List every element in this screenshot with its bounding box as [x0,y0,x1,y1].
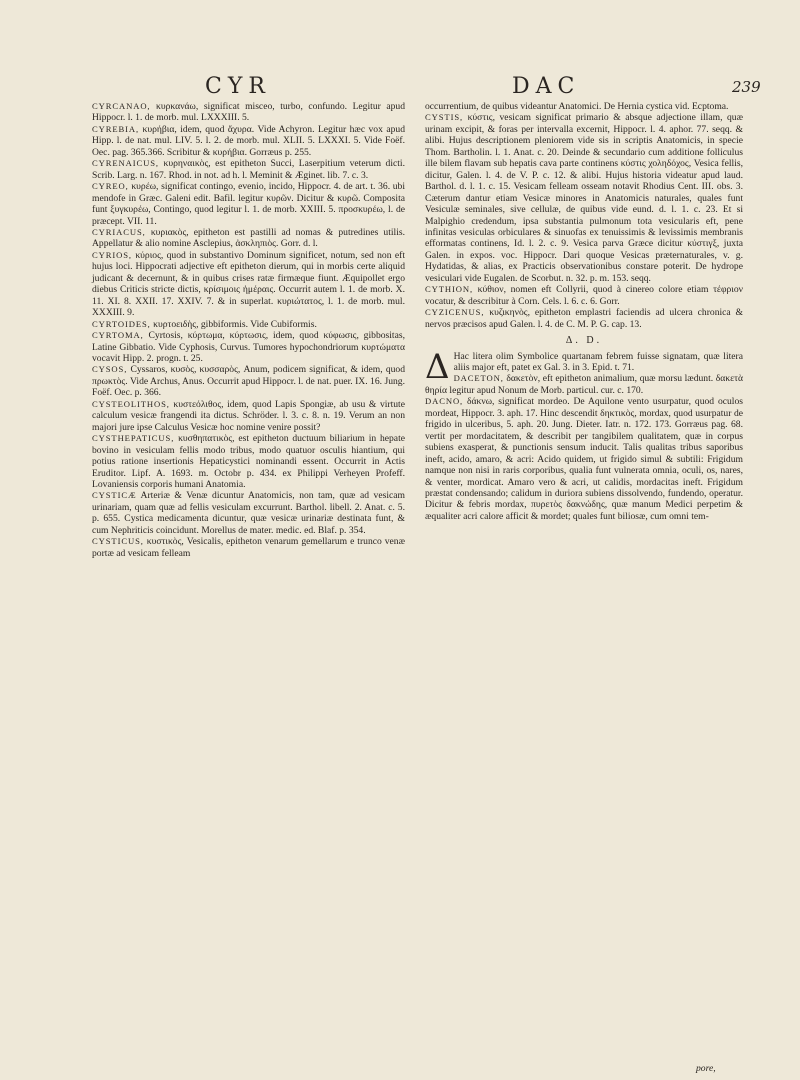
dictionary-entry [92,158,405,181]
dictionary-entry [425,373,743,396]
drop-capital: Δ [425,346,450,387]
entry-text: κυριακὸς, epitheton est pastilli ad nomas & putredines utilis. Appellatur & alio nomine Asclepius, ἀσκληπιὸς. Gorr. d. l. [92,226,405,250]
left-column [92,101,405,559]
dictionary-entry [92,227,405,250]
entry-text: δακετὸν, eft epitheton animalium, quæ morsu lædunt. δακετὰ θηρία legitur apud Nonum de Morb. particul. cur. c. 170. [425,373,743,396]
catchword: pore, [696,1063,716,1074]
entry-headword: CYRIOS, [92,249,132,260]
entry-headword: CYRIACUS, [92,226,146,237]
entry-text: δάκνω, significat mordeo. De Aquilone vento usurpatur, quod oculos mordeat, Hippocr. 3. aph. 17. Hinc descendit δηκτικὸς, mordax, quod usurpatur de frigido in ulceribus, 5. aph. 20. Jung. Dieter. Iatr. n. 172. 173. Gorræus pag. 68. vertit per mordacitatem, & describit per tangibilem qualitatem, quæ in corpus subiens exasperat, & punctionis sensum inducit. Talis qualitas tribus saporibus ineft, acido, amaro, & acri: Acido quidem, ut frigido simul & subtili: Frigidum namque non nisi in raris corporibus, qualia funt vulnerata omnia, oculi, os, nares, & venter, mordicat. Amaro vero & acri, ut calidis, mordacitas ineft. Frigidum præstat condensando; calidum in duriora subiens dissolvendo, fundendo, operatur. Dicitur & febris mordax, πυρετὸς δακνώδης, quæ manum Medici perpetim & æqualiter acri calore afficit & mordet; quales funt biliosæ, cum omni tem- [425,396,744,522]
dictionary-entry [92,319,405,330]
entry-text: κυρτοειδὴς, gibbiformis. Vide Cubiformis. [153,318,317,330]
entry-text: κύστις, vesicam significat primario & absque adjectione illam, quæ urinam excipit, & foras per intervalla excernit, Hippocr. l. 4. aphor. 77. seqq. & alibi. Hujus descriptionem pleniorem vide sis in scriptis Anatomicis, in specie Thom. Bartholin. l. 1. Anat. c. 20. Deinde & secundario cum additione folliculus ille bilem flavam sub hepatis cava parte continens κύστις χοληδόχος, Vesica fellis, dicitur, Galen. l. 4. de V. P. c. 12. & alibi. Hujus historia videatur apud laud. Barthol. d. l. 1. c. 15. Vesicam felleam osseam notavit Rhodius Cent. III. obs. 3. Cæterum dantur etiam Vesicæ minores in Anatomicis naturales, quales funt Vesiculæ seminales, sive cellulæ, de quibus vide eund. d. l. 1. c. 23. Et si Malpighio credendum, ipsa substantia pulmonum tota vesicularis eft, pene infinitas vesiculas orbiculares & sinuofas ex tenuissimis & levissimis membranis efformatas continens, Id. l. 2. c. 9. Vesica parva Græce dicitur κύστιγξ, juxta Galen. in expos. voc. Hippocr. Dari quoque Vesicas præternaturales, v. g. Hydatidas, & alias, ex Practicis observationibus constare poterit. De hydrope vesiculari vide Eugalen. de Scorbut. n. 32. p. m. 153. seqq. [425,112,743,284]
entry-text: κυζικηνὸς, epitheton emplastri faciendis ad ulcera chronica & nervos præcisos apud Galen. l. 4. de C. M. P. G. cap. 13. [425,307,743,330]
entry-text: κυστικὸς, Vesicalis, epitheton venarum gemellarum e trunco venæ portæ ad vesicam felleam [92,536,405,559]
dictionary-entry [425,307,743,330]
entry-text: κυσθηπατικὸς, est epitheton ductuum biliarium in hepate bovino in vesiculam fellis modo tribus, modo quatuor osculis hiantium, qui potius ratione insertionis Hepaticystici nominandi essent. Occurrit in Actis Eruditor. Lipf. A. 1693. m. Octobr p. 434. ex Philippi Verheyen Profeff. Lovaniensis corporis humani Anatomia. [92,433,405,490]
entry-text: κυστεόλιθος, idem, quod Lapis Spongiæ, ab usu & virtute calculum vesicæ frangendi ita dictus. Schröder. l. 3. c. 8. n. 19. Verum an non majori jure ipse Calculus Vesicæ hoc nomine venire possit? [92,398,405,433]
dictionary-entry [92,433,405,490]
entry-text: Arteriæ & Venæ dicuntur Anatomicis, non tam, quæ ad vesicam urinariam, quam quæ ad fellis vesiculam excurrunt. Barthol. libell. 2. Anat. c. 5. p. 655. Cystica medicamenta dicuntur, quæ vesicæ urinariæ destinata funt, & cum Nephriticis coincidunt. Morellus de mater. medic. ed. Blaf. p. 354. [92,490,405,536]
entry-headword: CYRCANAO, [92,101,151,111]
entry-text: κυρκανάω, significat misceo, turbo, confundo. Legitur apud Hippocr. l. 1. de morb. mul. LXXXIII. 5. [92,101,406,124]
dictionary-entry [92,250,405,319]
entry-text: κυρέω, significat contingo, evenio, incido, Hippocr. 4. de art. t. 36. ubi mendofe in Græc. Galeni edit. Bafil. legitur κυρῶν. Dicitur & κυρῶ. Composita funt ξυγκυρέω, Contingo, quod legitur l. 1. de morb. XXIII. 5. προσκυρέω, l. de præcept. VII. 11. [92,181,405,227]
entry-headword: CYSTIS, [425,112,464,123]
entry-text: Cyrtosis, κύρτωμα, κύρτωσις, idem, quod κύφωσις, gibbositas, Latine Gibbatio. Vide Cyphosis, Curvus. Tumores hypochondriorum κυρτώματα vocavit Hipp. 2. progn. t. 25. [92,330,405,364]
entry-headword: CYZICENUS, [425,307,485,318]
dictionary-entry [92,124,405,158]
entry-headword: CYSTHEPATICUS, [92,433,175,444]
right-column [425,101,743,522]
entry-text: κύριος, quod in substantivo Dominum significet, notum, sed non eft hujus loci. Hippocrati adjective eft epitheton dierum, qui in morbis certe aliquid judicant & decernunt, & in quibus crises ratæ firmæque fiunt. Æquipollet ergo diebus Criticis stricte dictis, κρίσιμοις ἡμέραις. Occurrit autem l. 1. de morb. X. 11. XI. 8. XXII. 17. XXIV. 7. & in superlat. κυριώτατος, l. 1. de morb. mul. XXXIII. 9. [92,249,405,319]
entry-text: κύθιον, nomen eft Collyrii, quod à cinereo colore etiam τέφριον vocatur, & describitur à Corn. Cels. l. 6. c. 6. Gorr. [425,284,743,307]
entry-headword: CYSOS, [92,364,128,375]
dictionary-entry [92,181,405,227]
dictionary-entry [425,396,743,522]
dictionary-entry [92,399,405,433]
section-heading: Δ. D. [565,335,603,347]
dictionary-entry [92,101,405,124]
dictionary-entry [425,284,743,307]
entry-headword: CYREO, [92,181,129,192]
entry-text: κυρήβια, idem, quod ἄχυρα. Vide Achyron. Legitur hæc vox apud Hipp. l. de nat. mul. LIV. 5. l. 2. de morb. mul. XLII. 5. LXXXI. 5. Vide Foëf. Oec. pag. 365.366. Scribitur & κυρήβια. Gorræus p. 255. [92,123,405,158]
page-number: 239 [732,78,761,96]
dictionary-entry [425,101,743,112]
entry-text: occurrentium, de quibus videantur Anatomici. De Hernia cystica vid. Ecptoma. [425,101,729,112]
running-header [0,70,800,104]
entry-headword: CYREBIA, [92,123,140,134]
entry-headword: CYRTOMA, [92,330,144,341]
entry-headword: CYSTICUS, [92,536,144,547]
dictionary-entry [92,490,405,536]
entry-headword: CYTHION, [425,284,474,295]
entry-headword: CYRENAICUS, [92,158,159,169]
entry-headword: CYSTEOLITHOS, [92,398,170,409]
entry-text: Hac litera olim Symbolice quartanam febrem fuisse signatam, quæ litera aliis major eft, patet ex Gal. 3. in 3. Epid. t. 71. [453,350,743,373]
dictionary-entry [92,330,405,364]
dictionary-entry [425,112,743,284]
entry-text: Cyssaros, κυσὸς, κυσσαρὸς, Anum, podicem significat, & idem, quod πρωκτὸς. Vide Archus, Anus. Occurrit apud Hippocr. l. de nat. puer. IX. 16. Jung. Foëf. Oec. p. 366. [92,364,406,399]
dictionary-entry [92,536,405,559]
dictionary-entry [92,364,405,398]
entry-headword: CYSTICÆ [92,490,137,501]
entry-text: κυρηναικὸς, est epitheton Succi, Laserpitium veterum dicti. Scrib. Larg. n. 167. Rhod. in not. ad h. l. Meminit & Æginet. lib. 7. c. 3. [92,158,405,181]
entry-headword: DACETON, [453,373,504,384]
header-right-word: DAC [512,74,581,99]
entry-headword: CYRTOIDES, [92,318,151,329]
entry-headword: DACNO, [425,396,464,407]
header-left-word: CYR [205,74,271,99]
